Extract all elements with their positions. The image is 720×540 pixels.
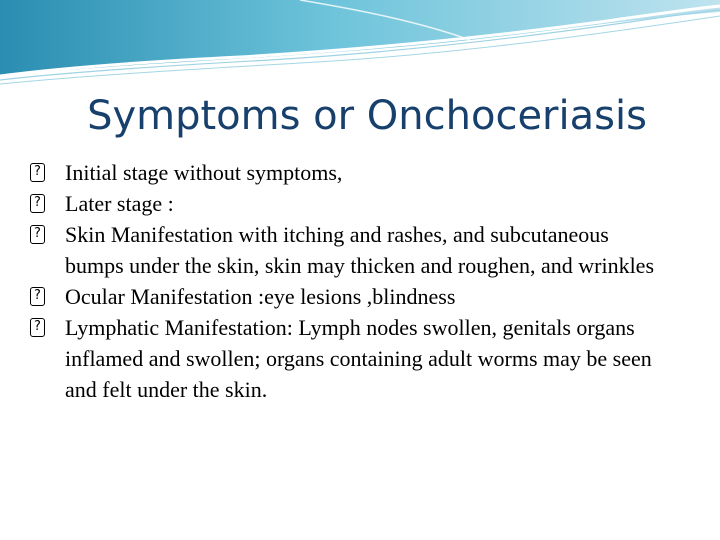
bullet-marker-icon: ?: [30, 287, 45, 306]
bullet-item-ocular-manifestation: [30, 281, 660, 312]
bullet-list: [30, 157, 660, 405]
bullet-text: Initial stage without symptoms,: [65, 160, 343, 185]
bullet-item-skin-manifestation: [30, 219, 660, 281]
bullet-text: Later stage :: [65, 191, 174, 216]
bullet-item-later-stage: [30, 188, 660, 219]
bullet-marker-icon: ?: [30, 194, 45, 213]
header-wave-decoration: [0, 0, 720, 90]
bullet-item-initial-stage: [30, 157, 660, 188]
slide-title: Symptoms or Onchoceriasis: [87, 93, 647, 139]
bullet-marker-icon: ?: [30, 318, 45, 337]
bullet-text: Skin Manifestation with itching and rashes, and subcutaneous bumps under the skin, skin may thicken and roughen, and wrinkles: [65, 222, 655, 278]
bullet-item-lymphatic-manifestation: [30, 312, 660, 405]
bullet-text: Ocular Manifestation :eye lesions ,blindness: [65, 284, 456, 309]
bullet-marker-icon: ?: [30, 225, 45, 244]
bullet-text: Lymphatic Manifestation: Lymph nodes swollen, genitals organs inflamed and swollen; organs containing adult worms may be seen and felt under the skin.: [65, 315, 652, 402]
bullet-marker-icon: ?: [30, 163, 45, 182]
